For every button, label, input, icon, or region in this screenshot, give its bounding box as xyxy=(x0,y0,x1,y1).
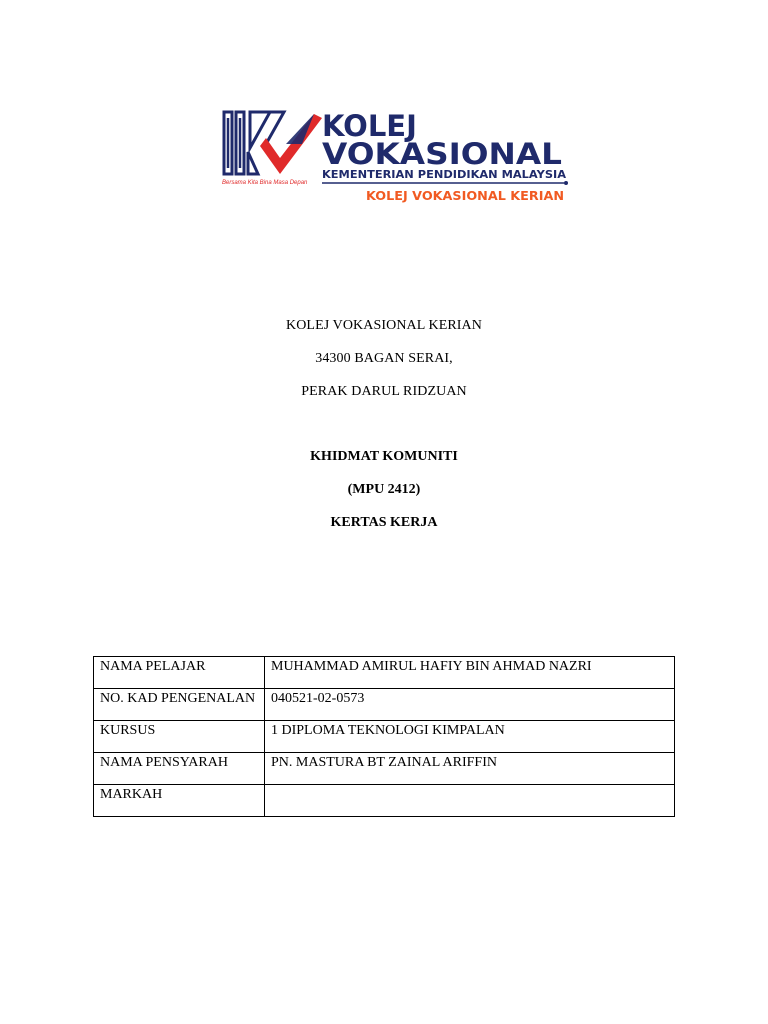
logo-institution: KOLEJ VOKASIONAL KERIAN xyxy=(366,189,564,203)
logo-line-kolej: KOLEJ xyxy=(322,109,417,143)
row-label: NO. KAD PENGENALAN xyxy=(94,689,265,721)
table-row xyxy=(94,657,675,689)
logo-line-kementerian: KEMENTERIAN PENDIDIKAN MALAYSIA xyxy=(322,168,567,181)
subject-title: KHIDMAT KOMUNITI xyxy=(310,449,458,464)
logo-graphic xyxy=(222,108,572,208)
row-label: KURSUS xyxy=(94,721,265,753)
table-row xyxy=(94,689,675,721)
row-label: NAMA PENSYARAH xyxy=(94,753,265,785)
table-row xyxy=(94,785,675,817)
subject-code: (MPU 2412) xyxy=(347,482,421,497)
row-value: PN. MASTURA BT ZAINAL ARIFFIN xyxy=(265,753,675,785)
logo-divider-dot xyxy=(564,181,568,185)
address-line-1: KOLEJ VOKASIONAL KERIAN xyxy=(286,318,482,333)
row-value: MUHAMMAD AMIRUL HAFIY BIN AHMAD NAZRI xyxy=(265,657,675,689)
row-label: NAMA PELAJAR xyxy=(94,657,265,689)
row-label: MARKAH xyxy=(94,785,265,817)
logo-line-vokasional: VOKASIONAL xyxy=(322,137,562,171)
row-value xyxy=(265,785,675,817)
document-type: KERTAS KERJA xyxy=(330,515,438,530)
logo-tagline: Bersama Kita Bina Masa Depan xyxy=(222,180,308,186)
table-row xyxy=(94,721,675,753)
kolej-vokasional-logo xyxy=(222,108,572,208)
student-info-table xyxy=(93,656,675,817)
address-line-3: PERAK DARUL RIDZUAN xyxy=(301,384,467,399)
table-row xyxy=(94,753,675,785)
row-value: 1 DIPLOMA TEKNOLOGI KIMPALAN xyxy=(265,721,675,753)
address-line-2: 34300 BAGAN SERAI, xyxy=(315,351,453,366)
row-value: 040521-02-0573 xyxy=(265,689,675,721)
